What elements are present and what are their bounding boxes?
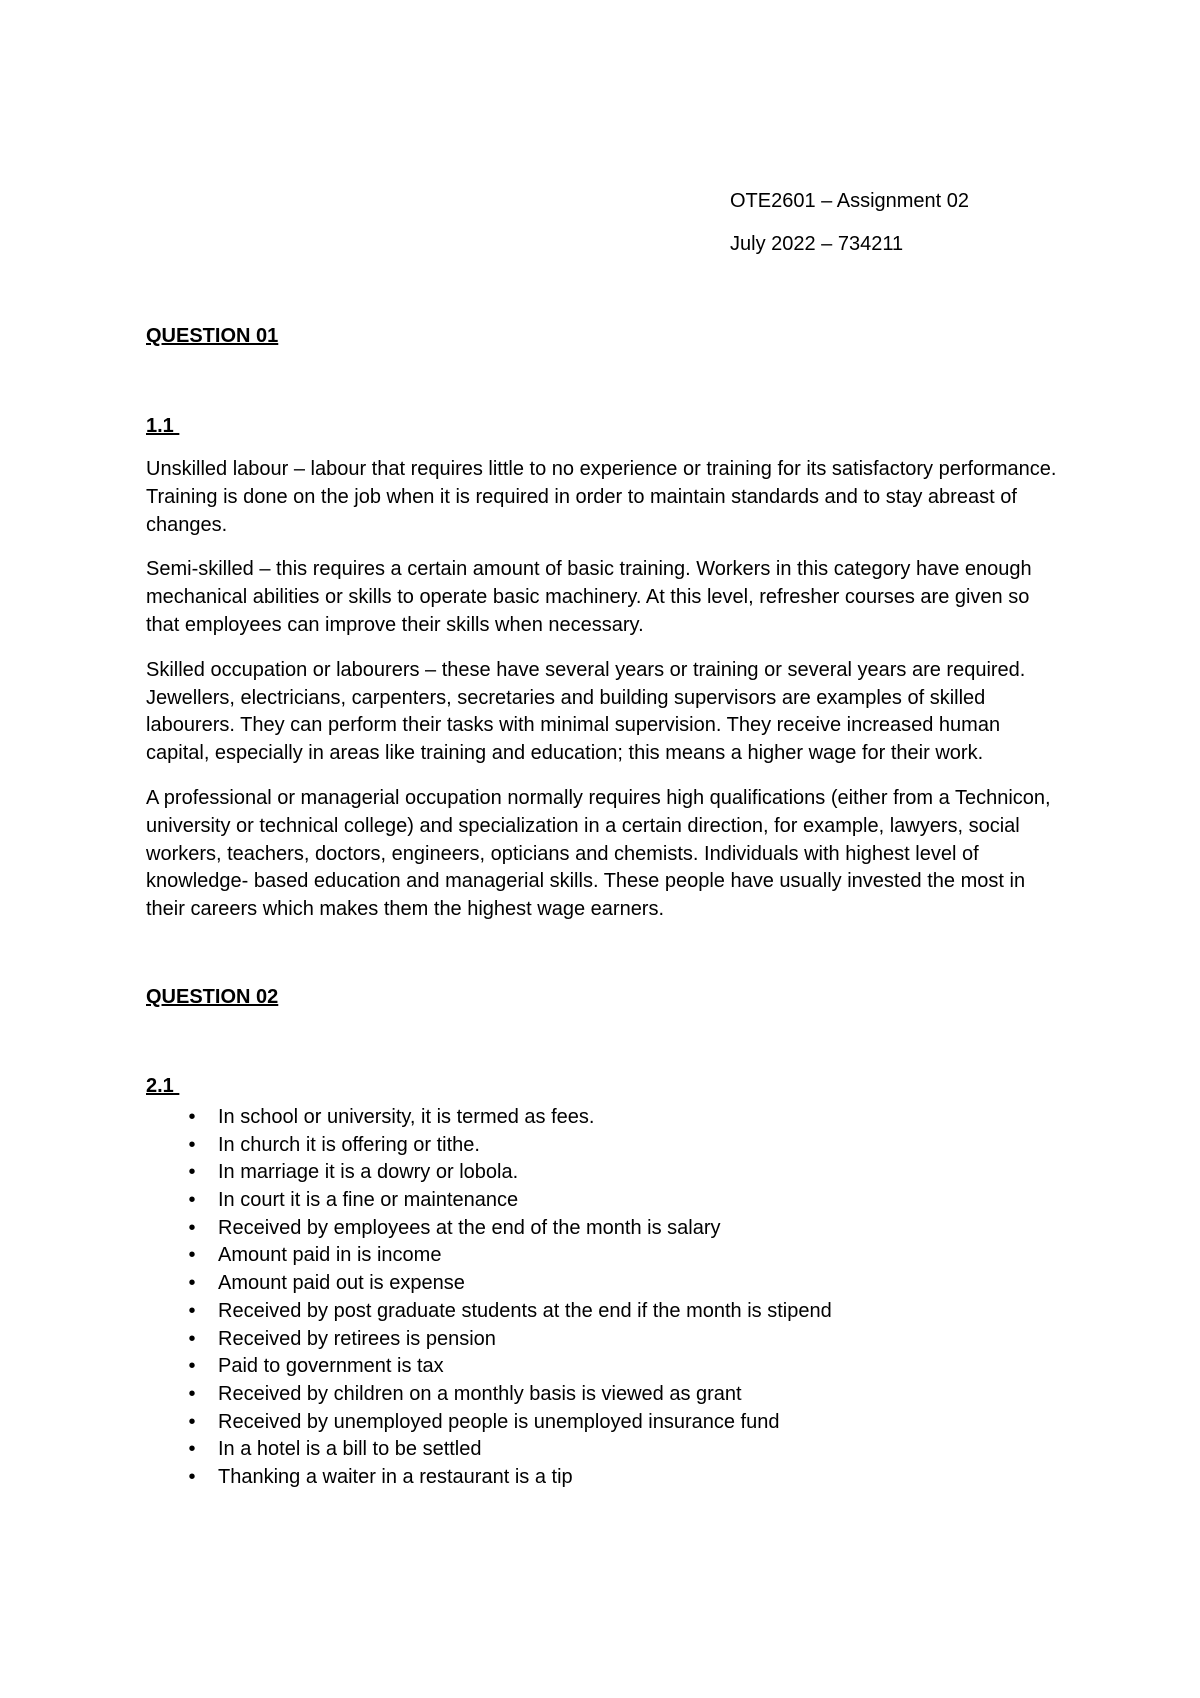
list-item <box>146 1215 1066 1243</box>
bullet-icon: • <box>188 1355 196 1378</box>
list-item-text: Amount paid out is expense <box>218 1272 465 1295</box>
list-item-text: In a hotel is a bill to be settled <box>218 1438 482 1461</box>
bullet-icon: • <box>188 1105 196 1128</box>
list-item-text: Thanking a waiter in a restaurant is a tip <box>218 1466 573 1489</box>
bullet-icon: • <box>188 1327 196 1350</box>
list-item-text: In court it is a fine or maintenance <box>218 1189 519 1212</box>
bullet-icon: • <box>188 1410 196 1433</box>
list-item-text: Received by children on a monthly basis is viewed as grant <box>218 1382 742 1405</box>
list-item <box>146 1326 1066 1354</box>
bullet-icon: • <box>188 1438 196 1461</box>
list-item-text: Received by post graduate students at the end if the month is stipend <box>218 1299 832 1322</box>
list-item <box>146 1104 1066 1132</box>
date-line: July 2022 – 734211 <box>730 233 904 255</box>
paragraph-skilled: Skilled occupation or labourers – these have several years or training or several years are required. Jewellers, electricians, carpenters, secretaries and building supervisors are examples of skilled labourers. They can perform their tasks with minimal supervision. They receive increased human capital, especially in areas like training and education; this means a higher wage for their work. <box>146 658 1026 765</box>
list-item <box>146 1436 1066 1464</box>
list-item <box>146 1242 1066 1270</box>
list-item <box>146 1159 1066 1187</box>
paragraph-unskilled: Unskilled labour – labour that requires little to no experience or training for its satisfactory performance. Training is done on the job when it is required in order to maintain standards and to stay abreast of changes. <box>146 458 1057 536</box>
list-item-text: Paid to government is tax <box>218 1355 444 1378</box>
list-item <box>146 1353 1066 1381</box>
question-2-heading: QUESTION 02 <box>146 985 279 1008</box>
bullet-icon: • <box>188 1161 196 1184</box>
bullet-list <box>146 1104 1066 1492</box>
list-item <box>146 1381 1066 1409</box>
bullet-icon: • <box>188 1272 196 1295</box>
list-item-text: Received by retirees is pension <box>218 1327 496 1350</box>
question-2-1-heading: 2.1 <box>146 1074 180 1097</box>
paragraph-semi-skilled: Semi-skilled – this requires a certain amount of basic training. Workers in this category have enough mechanical abilities or skills to operate basic machinery. At this level, refresher courses are given so that employees can improve their skills when necessary. <box>146 558 1032 636</box>
list-item <box>146 1132 1066 1160</box>
bullet-icon: • <box>188 1299 196 1322</box>
list-item <box>146 1409 1066 1437</box>
paragraph-professional: A professional or managerial occupation normally requires high qualifications (either from a Technicon, university or technical college) and specialization in a certain direction, for example, lawyers, social workers, teachers, doctors, engineers, opticians and chemists. Individuals with highest level of knowledge- based education and managerial skills. These people have usually invested the most in their careers which makes them the highest wage earners. <box>146 786 1051 921</box>
list-item-text: Received by employees at the end of the month is salary <box>218 1216 721 1239</box>
list-item-text: Received by unemployed people is unemployed insurance fund <box>218 1410 780 1433</box>
document-header <box>730 188 969 258</box>
question-1-1-heading: 1.1 <box>146 415 180 437</box>
course-line: OTE2601 – Assignment 02 <box>730 190 970 212</box>
list-item-text: In church it is offering or tithe. <box>218 1133 480 1156</box>
list-item <box>146 1270 1066 1298</box>
list-item-text: In marriage it is a dowry or lobola. <box>218 1161 519 1184</box>
list-item <box>146 1298 1066 1326</box>
bullet-icon: • <box>188 1133 196 1156</box>
bullet-icon: • <box>188 1466 196 1489</box>
bullet-icon: • <box>188 1189 196 1212</box>
bullet-icon: • <box>188 1244 196 1267</box>
bullet-icon: • <box>188 1382 196 1405</box>
list-item-text: In school or university, it is termed as fees. <box>218 1105 595 1128</box>
list-item <box>146 1187 1066 1215</box>
document-body <box>146 322 1066 1492</box>
list-item-text: Amount paid in is income <box>218 1244 442 1267</box>
bullet-icon: • <box>188 1216 196 1239</box>
question-1-heading: QUESTION 01 <box>146 325 279 347</box>
list-item <box>146 1464 1066 1492</box>
